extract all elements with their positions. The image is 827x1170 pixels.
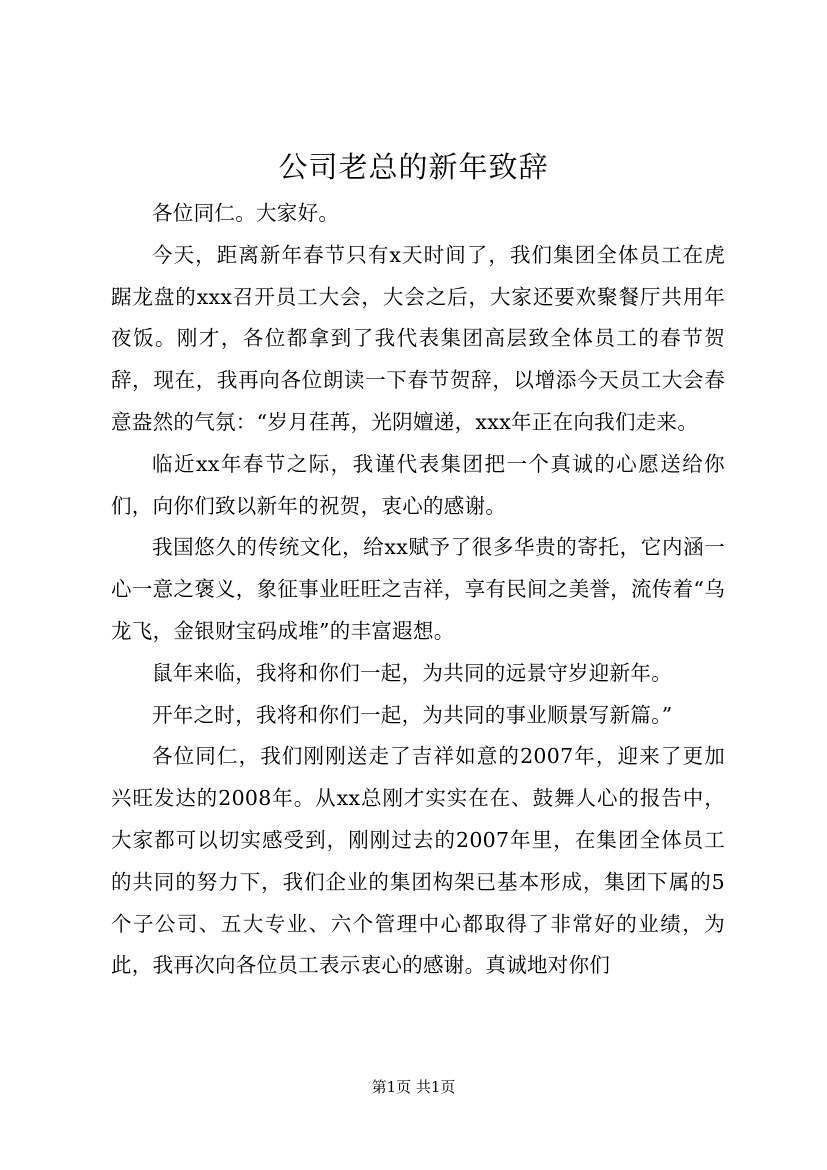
paragraph-greeting: 各位同仁。大家好。: [152, 201, 340, 225]
paragraph-wishes: 临近xx年春节之际，我谨代表集团把一个真诚的心愿送给你们，向你们致以新年的祝贺，衷心的感谢。: [111, 451, 725, 518]
document-title: 公司老总的新年致辞: [278, 150, 549, 184]
paragraph-opening: 今天，距离新年春节只有x天时间了，我们集团全体员工在虎踞龙盘的xxx召开员工大会，大会之后，大家还要欢聚餐厅共用年夜饭。刚才，各位都拿到了我代表集团高层致全体员工的春节贺辞，现在，我再向各位朗读一下春节贺辞，以增添今天员工大会春意盎然的气氛：“岁月荏苒，光阴嬗递，xxx年正在向我们走来。: [111, 242, 725, 434]
paragraph-tradition: 我国悠久的传统文化，给xx赋予了很多华贵的寄托，它内涵一心一意之褒义，象征事业旺旺之吉祥，享有民间之美誉，流传着“乌龙飞，金银财宝码成堆”的丰富遐想。: [111, 535, 725, 643]
paragraph-new-chapter: 开年之时，我将和你们一起，为共同的事业顺景写新篇。”: [152, 702, 673, 727]
page-number: 第1页 共1页: [371, 1078, 456, 1096]
paragraph-review: 各位同仁，我们刚刚送走了吉祥如意的2007年，迎来了更加兴旺发达的2008年。从xx总刚才实实在在、鼓舞人心的报告中，大家都可以切实感受到，刚刚过去的2007年里，在集团全体员工的共同的努力下，我们企业的集团构架已基本形成，集团下属的5个子公司、五大专业、六个管理中心都取得了非常好的业绩，为此，我再次向各位员工表示衷心的感谢。真诚地对你们: [111, 744, 725, 978]
document-body: [111, 193, 725, 987]
paragraph-new-year: 鼠年来临，我将和你们一起，为共同的远景守岁迎新年。: [152, 660, 672, 685]
